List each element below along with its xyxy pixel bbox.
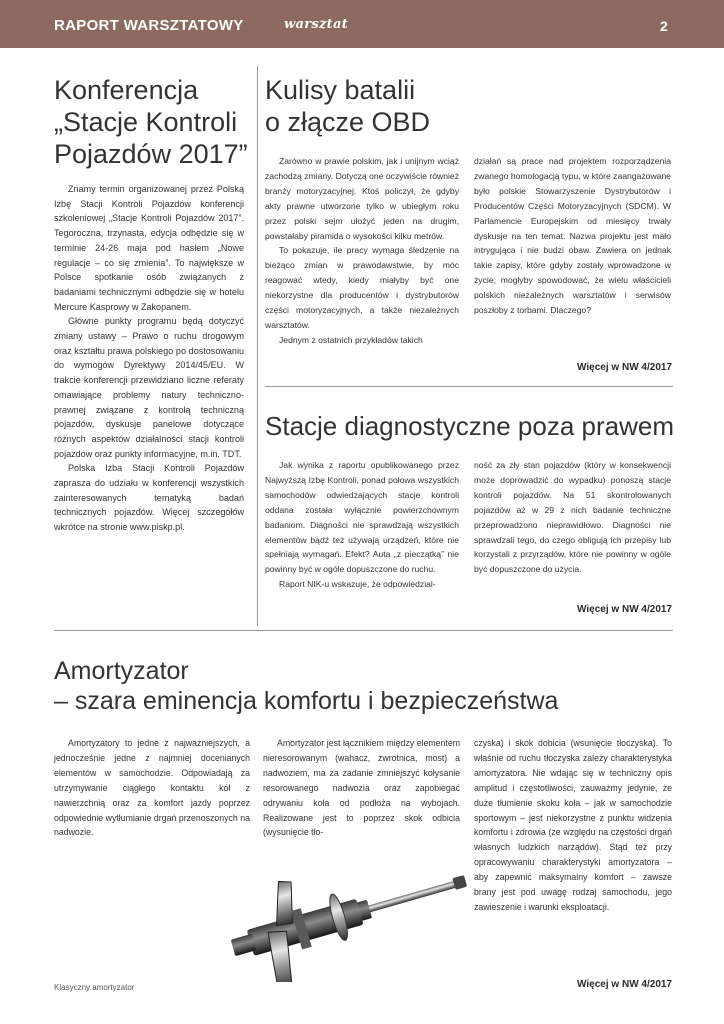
read-more-link[interactable]: Więcej w NW 4/2017 <box>577 604 672 615</box>
article1-paragraph: Znamy termin organizowanej przez Polską Izbę Stacji Kontroli Pojazdów konferencji szkoleniowej „Stacje Kontroli Pojazdów 2017”. Tegoroczna, trzynasta, edycja odbędzie się w terminie 24-26 maja pod hasłem „Nowe regulacje – co się zmienia”. To największe w Polsce spotkanie osób związanych z badaniami technicznymi odbędzie się w hotelu Mercure Kasprowy w Zakopanem. <box>54 184 244 312</box>
article3-col1 <box>265 458 459 592</box>
section-title: RAPORT WARSZTATOWY <box>54 17 244 34</box>
article3-paragraph: ność za zły stan pojazdów (który w konsekwencji może doprowadzić do wypadku) ponoszą stacje kontroli pojazdów. Na 51 skontrolowanych pojazdów aż w 29 z nich badanie techniczne przeprowadzono nieprawidłowo. Diagności nie sprawdzali tego, do czego obligują ich przepisy lub korzystali z przyrządów, które nie powinny w ogóle być dopuszczone do użycia. <box>474 460 671 575</box>
article4-paragraph: Amortyzator jest łącznikiem między elementem nieresorowanym (wahacz, zwrotnica, most) a nadwoziem, ma za zadanie zmniejszyć kołysanie resorowanego nadwozia oraz zapobiegać odrywaniu koła od podłoża na wybojach. Realizowane jest to poprzez skok odbicia (wysunięcie tło- <box>263 738 460 838</box>
article1-headline-line: „Stacje Kontroli <box>54 107 238 137</box>
section-divider <box>54 630 673 631</box>
article1-headline <box>54 74 254 170</box>
column-divider <box>257 66 258 626</box>
article2-headline-line: o złącze OBD <box>265 107 431 137</box>
article1-headline-line: Pojazdów 2017” <box>54 139 248 169</box>
article4-headline <box>54 656 664 716</box>
section-divider <box>265 386 673 387</box>
magazine-logo: warsztat <box>284 17 348 32</box>
article4-col2 <box>263 736 460 840</box>
article4-paragraph: czyska) i skok dobicia (wsunięcie tłoczyska). To właśnie od ruchu tłoczyska zależy charakterystyka amortyzatora. Nie wdając się w techniczny opis amplitud i częstotliwości, zauważmy jedynie, że duże tłumienie skoku koła – jak w samochodzie sportowym – jest niekorzystne z punktu widzenia komfortu i zdrowia (ze względu na częstości drgań własnych ludzkich narządów). Stąd też przy opracowywaniu charakterystyki amortyzatora – aby zapewnić maksymalny komfort – zawsze brany jest pod uwagę rodzaj samochodu, jego zawieszenie i warunki eksploatacji. <box>474 738 672 912</box>
article4-headline-line: – szara eminencja komfortu i bezpieczeństwa <box>54 687 559 715</box>
page-header-bar <box>0 0 724 48</box>
shock-absorber-image <box>190 852 480 982</box>
article2-headline-line: Kulisy batalii <box>265 75 416 105</box>
article4-col3 <box>474 736 672 915</box>
article2-paragraph: To pokazuje, ile pracy wymaga śledzenie na bieżąco zmian w prawodawstwie, by móc reagować wtedy, kiedy miałyby być one niekorzystne dla producentów i dystrybutorów części motoryzacyjnych, a także niezależnych warsztatów. <box>265 245 459 330</box>
article2-col1 <box>265 154 459 348</box>
article1-paragraph: Polska Izba Stacji Kontroli Pojazdów zaprasza do udziału w konferencji wszystkich zainteresowanych tematyką badań technicznych pojazdów. Więcej szczegółów wkrótce na stronie www.piskp.pl. <box>54 463 244 533</box>
article1-body <box>54 182 244 535</box>
article2-paragraph: Zarówno w prawie polskim, jak i unijnym wciąż zachodzą zmiany. Dotyczą one oczywiście również branży motoryzacyjnej. Ktoś policzył, że gdyby akty prawne utworzone tylko w ubiegłym roku przez polski sejm ułożyć jeden na drugim, powstałaby piramida o wysokości kilku metrów. <box>265 156 459 241</box>
article3-headline: Stacje diagnostyczne poza prawem <box>265 411 675 441</box>
article2-paragraph: działań są prace nad projektem rozporządzenia zwanego homologacją typu, w które zaangażowane było polskie Stowarzyszenie Dystrybutorów i Producentów Części Motoryzacyjnych (SDCM). W Parlamencie Europejskim od miesięcy trwały dyskusje na ten temat. Nazwa projektu jest mało intrygująca i nie budzi obaw. Zawiera on jednak takie zapisy, które gdyby zostały wprowadzone w życie, mogłyby spowodować, że wielu właścicieli polskich niezależnych warsztatów i serwisów poszłoby z torbami. Dlaczego? <box>474 156 671 316</box>
read-more-link[interactable]: Więcej w NW 4/2017 <box>577 979 672 990</box>
article2-paragraph: Jednym z ostatnich przykładów takich <box>279 334 423 345</box>
article1-paragraph: Główne punkty programu będą dotyczyć zmiany ustawy – Prawo o ruchu drogowym oraz kształtu prawa polskiego po dostosowaniu do wymogów Dyrektywy 2014/45/EU. W trakcie konferencji przewidziano liczne referaty omawiające problemy natury techniczno-prawnej związane z kontrolą techniczną pojazdów, dyskusje panelowe dotyczące różnych aspektów działalności stacji kontroli pojazdów oraz punkty informacyjne, m.in. TDT. <box>54 316 244 459</box>
image-caption: Klasyczny amortyzator <box>54 983 135 992</box>
article4-col1 <box>54 736 250 840</box>
read-more-link[interactable]: Więcej w NW 4/2017 <box>577 362 672 373</box>
article3-paragraph: Raport NIK-u wskazuje, że odpowiedzial- <box>279 579 436 590</box>
article3-paragraph: Jak wynika z raportu opublikowanego przez Najwyższą Izbę Kontroli, ponad połowa wszystkich samochodów odwiedzających stacje kontroli oddana została wyłącznie powierzchownym badaniom. Diagności nie sprawdzają wszystkich elementów bądź też używają urządzeń, które nie spełniają wymagań. Efekt? Auta „z pieczątką” nie powinny być w ogóle dopuszczone do ruchu. <box>265 460 459 575</box>
article1-headline-line: Konferencja <box>54 75 199 105</box>
article4-paragraph: Amortyzatory to jedne z najważniejszych, a jednocześnie jedne z najmniej docenianych elementów w samochodzie. Odpowiadają za utrzymywanie ciągłego kontaktu kół z nawierzchnią oraz za komfort jazdy poprzez odpowiednie wytłumianie drgań przenoszonych na nadwozie. <box>54 738 250 838</box>
article3-col2 <box>474 458 671 577</box>
article4-headline-line: Amortyzator <box>54 657 189 685</box>
article2-col2 <box>474 154 671 318</box>
article2-headline <box>265 74 565 138</box>
page-number: 2 <box>660 18 668 34</box>
